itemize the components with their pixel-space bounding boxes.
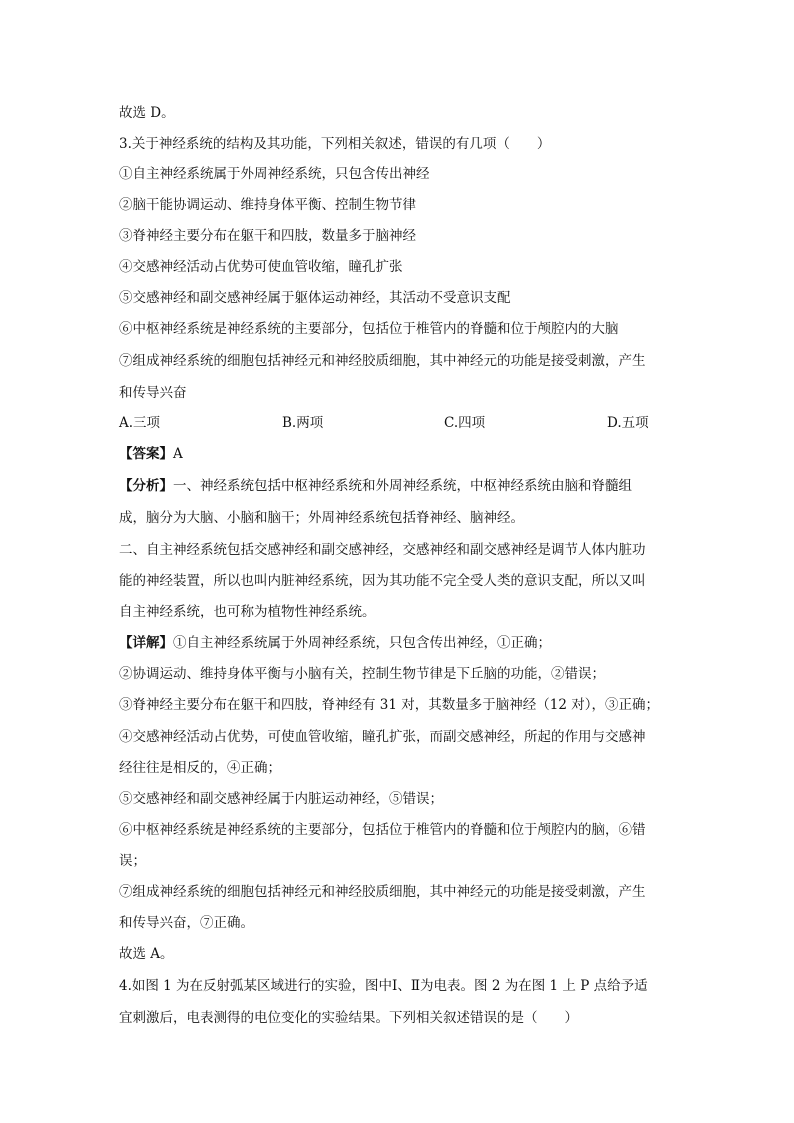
detail-line-7: ⑥中枢神经系统是神经系统的主要部分，包括位于椎管内的脊髓和位于颅腔内的脑，⑥错 [119, 822, 646, 838]
option-d: D.五项 [607, 415, 649, 431]
detail-line-5: 经往往是相反的，④正确； [119, 760, 281, 776]
statement-2: ②脑干能协调运动、维持身体平衡、控制生物节律 [119, 197, 416, 213]
detail-line-1: 【详解】①自主神经系统属于外周神经系统，只包含传出神经，①正确； [119, 635, 551, 651]
answer-line [119, 445, 679, 463]
analysis-label: 【分析】 [119, 478, 173, 494]
statement-5: ⑤交感神经和副交感神经属于躯体运动神经，其活动不受意识支配 [119, 290, 511, 306]
options-row [119, 414, 679, 434]
detail-line-9: ⑦组成神经系统的细胞包括神经元和神经胶质细胞，其中神经元的功能是接受刺激，产生 [119, 884, 646, 900]
analysis-line-2: 成，脑分为大脑、小脑和脑干；外周神经系统包括脊神经、脑神经。 [119, 510, 524, 526]
detail-label: 【详解】 [119, 635, 173, 651]
statement-1: ①自主神经系统属于外周神经系统，只包含传出神经 [119, 166, 430, 182]
question-stem: 3.关于神经系统的结构及其功能，下列相关叙述，错误的有几项（ ） [119, 136, 551, 152]
statement-4: ④交感神经活动占优势可使血管收缩，瞳孔扩张 [119, 259, 403, 275]
option-b: B.两项 [282, 415, 324, 431]
option-c: C.四项 [444, 415, 486, 431]
analysis-line-4: 能的神经装置，所以也叫内脏神经系统，因为其功能不完全受人类的意识支配，所以又叫 [119, 573, 646, 589]
detail-line-8: 误； [119, 853, 146, 869]
statement-3: ③脊神经主要分布在躯干和四肢，数量多于脑神经 [119, 228, 416, 244]
analysis-line-1: 【分析】一、神经系统包括中枢神经系统和外周神经系统，中枢神经系统由脑和脊髓组 [119, 478, 632, 494]
detail-line-10: 和传导兴奋，⑦正确。 [119, 915, 254, 931]
detail-line-11: 故选 A。 [119, 946, 174, 962]
next-question-line-2: 宜刺激后，电表测得的电位变化的实验结果。下列相关叙述错误的是（ ） [119, 1010, 578, 1026]
answer-label: 【答案】 [119, 446, 173, 462]
answer-value: A [173, 446, 183, 462]
analysis-line-5: 自主神经系统，也可称为植物性神经系统。 [119, 604, 376, 620]
next-question-line-1: 4.如图 1 为在反射弧某区域进行的实验，图中Ⅰ、Ⅱ为电表。图 2 为在图 1 上 P 点给予适 [119, 978, 648, 994]
statement-7: ⑦组成神经系统的细胞包括神经元和神经胶质细胞，其中神经元的功能是接受刺激，产生 [119, 353, 646, 369]
statement-7-cont: 和传导兴奋 [119, 385, 187, 401]
option-a: A.三项 [119, 415, 161, 431]
analysis-line-3: 二、自主神经系统包括交感神经和副交感神经，交感神经和副交感神经是调节人体内脏功 [119, 542, 646, 558]
detail-line-4: ④交感神经活动占优势，可使血管收缩，瞳孔扩张，而副交感神经，所起的作用与交感神 [119, 729, 646, 745]
previous-answer-line: 故选 D。 [119, 105, 175, 121]
detail-line-2: ②协调运动、维持身体平衡与小脑有关，控制生物节律是下丘脑的功能，②错误； [119, 666, 605, 682]
detail-line-6: ⑤交感神经和副交感神经属于内脏运动神经，⑤错误； [119, 791, 443, 807]
detail-line-3: ③脊神经主要分布在躯干和四肢，脊神经有 31 对，其数量多于脑神经（12 对），③正确； [119, 697, 659, 713]
statement-6: ⑥中枢神经系统是神经系统的主要部分，包括位于椎管内的脊髓和位于颅腔内的大脑 [119, 321, 619, 337]
